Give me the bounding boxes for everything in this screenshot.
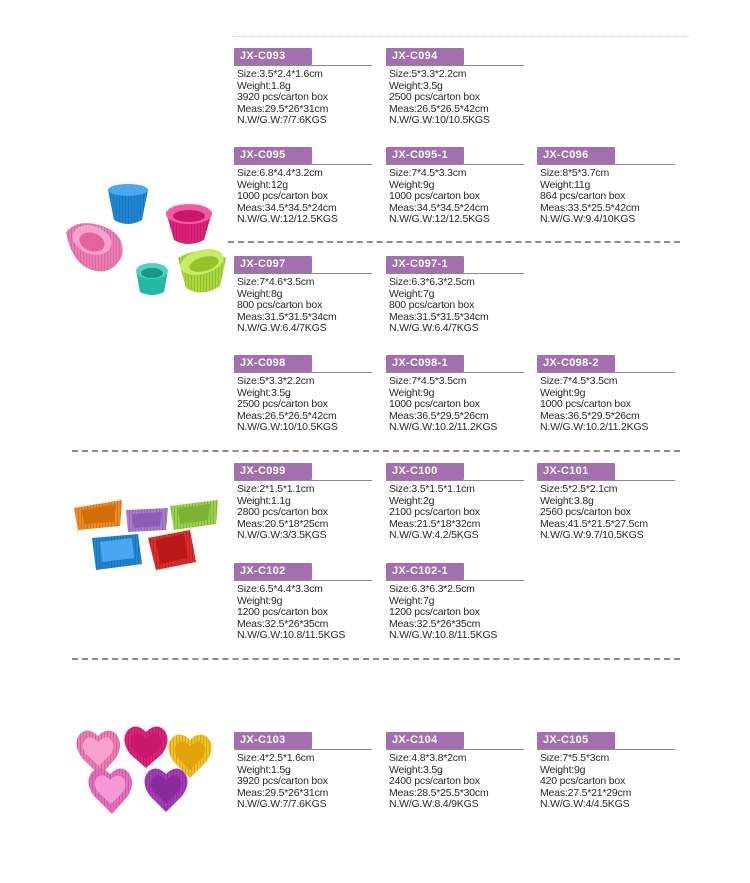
spec-weight: Weight:12g [237, 178, 288, 191]
spec-measurement: Meas:33.5*25.5*42cm [540, 201, 640, 214]
spec-weights: N.W/G.W:9.7/10.5KGS [540, 529, 644, 542]
spec-weights: N.W/G.W:7/7.6KGS [237, 114, 327, 127]
product-card [386, 732, 526, 811]
card-underline [234, 749, 372, 750]
spec-packing: 1200 pcs/carton box [389, 606, 480, 619]
product-code-badge: JX-C102-1 [386, 563, 464, 580]
spec-measurement: Meas:32.5*26*35cm [237, 617, 329, 630]
spec-weights: N.W/G.W:10.8/11.5KGS [389, 629, 498, 642]
card-underline [386, 65, 524, 66]
spec-weight: Weight:3.8g [540, 494, 594, 507]
product-code-badge: JX-C102 [234, 563, 312, 580]
product-code-badge: JX-C101 [537, 463, 615, 480]
spec-weights: N.W/G.W:10/10.5KGS [389, 114, 490, 127]
card-underline [386, 273, 524, 274]
spec-packing: 420 pcs/carton box [540, 775, 626, 788]
spec-packing: 1200 pcs/carton box [237, 606, 328, 619]
spec-measurement: Meas:27.5*21*29cm [540, 786, 632, 799]
spec-weight: Weight:7g [389, 287, 435, 300]
spec-weights: N.W/G.W:9.4/10KGS [540, 213, 636, 226]
spec-size: Size:2*1.5*1.1cm [237, 483, 315, 495]
spec-weight: Weight:3.5g [389, 763, 443, 776]
square-cups-photo [72, 496, 224, 576]
spec-packing: 1000 pcs/carton box [237, 190, 328, 203]
product-code-badge: JX-C098-2 [537, 355, 615, 372]
spec-packing: 800 pcs/carton box [389, 299, 475, 312]
spec-packing: 1000 pcs/carton box [389, 190, 480, 203]
product-code-badge: JX-C095 [234, 147, 312, 164]
spec-weight: Weight:9g [389, 386, 435, 399]
spec-size: Size:6.3*6.3*2.5cm [389, 583, 475, 595]
product-code-badge: JX-C096 [537, 147, 615, 164]
card-underline [537, 372, 675, 373]
spec-measurement: Meas:28.5*25.5*30cm [389, 786, 489, 799]
product-card [386, 355, 526, 434]
spec-weights: N.W/G.W:10.2/11.2KGS [389, 421, 498, 434]
spec-weight: Weight:9g [389, 178, 435, 191]
spec-measurement: Meas:21.5*18*32cm [389, 517, 481, 530]
spec-packing: 2100 pcs/carton box [389, 506, 480, 519]
spec-weights: N.W/G.W:7/7.6KGS [237, 798, 327, 811]
spec-size: Size:4*2.5*1.6cm [237, 752, 315, 764]
card-underline [234, 372, 372, 373]
spec-size: Size:8*5*3.7cm [540, 167, 609, 179]
product-code-badge: JX-C099 [234, 463, 312, 480]
product-card [234, 732, 374, 811]
product-card [386, 563, 526, 642]
spec-packing: 1000 pcs/carton box [389, 398, 480, 411]
card-underline [386, 580, 524, 581]
product-code-badge: JX-C098-1 [386, 355, 464, 372]
product-code-badge: JX-C103 [234, 732, 312, 749]
product-code-badge: JX-C093 [234, 48, 312, 65]
spec-weight: Weight:1.8g [237, 79, 291, 92]
spec-measurement: Meas:31.5*31.5*34cm [389, 310, 489, 323]
product-code-badge: JX-C104 [386, 732, 464, 749]
spec-weight: Weight:8g [237, 287, 283, 300]
spec-weight: Weight:9g [237, 594, 283, 607]
spec-weight: Weight:11g [540, 178, 591, 191]
card-underline [537, 749, 675, 750]
product-code-badge: JX-C094 [386, 48, 464, 65]
spec-measurement: Meas:26.5*26.5*42cm [237, 409, 337, 422]
spec-measurement: Meas:41.5*21.5*27.5cm [540, 517, 648, 530]
spec-size: Size:3.5*1.5*1.1cm [389, 483, 475, 495]
product-card [234, 147, 374, 226]
spec-size: Size:3.5*2.4*1.6cm [237, 68, 323, 80]
spec-weights: N.W/G.W:10/10.5KGS [237, 421, 338, 434]
spec-measurement: Meas:26.5*26.5*42cm [389, 102, 489, 115]
product-code-badge: JX-C097-1 [386, 256, 464, 273]
spec-weight: Weight:3.5g [389, 79, 443, 92]
round-cups-photo [62, 178, 232, 300]
spec-weights: N.W/G.W:6.4/7KGS [237, 322, 327, 335]
section-divider [72, 658, 680, 660]
spec-packing: 3920 pcs/carton box [237, 775, 328, 788]
card-underline [234, 580, 372, 581]
product-card [537, 463, 677, 542]
spec-measurement: Meas:20.5*18*25cm [237, 517, 329, 530]
product-card [386, 256, 526, 335]
spec-weights: N.W/G.W:6.4/7KGS [389, 322, 479, 335]
heart-cups-photo [74, 722, 222, 818]
spec-measurement: Meas:29.5*26*31cm [237, 786, 329, 799]
spec-packing: 2400 pcs/carton box [389, 775, 480, 788]
section-divider [228, 241, 680, 243]
spec-measurement: Meas:34.5*34.5*24cm [389, 201, 489, 214]
spec-weight: Weight:9g [540, 763, 586, 776]
card-underline [386, 164, 524, 165]
spec-size: Size:6.3*6.3*2.5cm [389, 276, 475, 288]
spec-measurement: Meas:31.5*31.5*34cm [237, 310, 337, 323]
spec-packing: 3920 pcs/carton box [237, 91, 328, 104]
spec-weight: Weight:2g [389, 494, 435, 507]
spec-weights: N.W/G.W:8.4/9KGS [389, 798, 479, 811]
spec-measurement: Meas:29.5*26*31cm [237, 102, 329, 115]
spec-size: Size:7*4.5*3.3cm [389, 167, 467, 179]
card-underline [234, 164, 372, 165]
spec-packing: 864 pcs/carton box [540, 190, 626, 203]
product-card [234, 355, 374, 434]
spec-size: Size:7*5.5*3cm [540, 752, 609, 764]
card-underline [234, 480, 372, 481]
product-card [234, 48, 374, 127]
spec-size: Size:5*3.3*2.2cm [237, 375, 315, 387]
product-card [234, 563, 374, 642]
spec-weight: Weight:9g [540, 386, 586, 399]
spec-weights: N.W/G.W:4.2/5KGS [389, 529, 479, 542]
spec-weights: N.W/G.W:10.2/11.2KGS [540, 421, 649, 434]
spec-weight: Weight:7g [389, 594, 435, 607]
spec-measurement: Meas:32.5*26*35cm [389, 617, 481, 630]
top-divider [232, 36, 690, 37]
spec-weight: Weight:1.5g [237, 763, 291, 776]
spec-weights: N.W/G.W:12/12.5KGS [237, 213, 338, 226]
card-underline [386, 372, 524, 373]
product-card [537, 355, 677, 434]
product-card [234, 256, 374, 335]
product-code-badge: JX-C098 [234, 355, 312, 372]
spec-measurement: Meas:36.5*29.5*26cm [389, 409, 489, 422]
spec-size: Size:5*3.3*2.2cm [389, 68, 467, 80]
spec-measurement: Meas:36.5*29.5*26cm [540, 409, 640, 422]
card-underline [537, 480, 675, 481]
spec-measurement: Meas:34.5*34.5*24cm [237, 201, 337, 214]
product-card [537, 147, 677, 226]
spec-weight: Weight:1.1g [237, 494, 291, 507]
product-card [386, 147, 526, 226]
product-code-badge: JX-C105 [537, 732, 615, 749]
section-divider [72, 450, 680, 452]
card-underline [386, 480, 524, 481]
spec-size: Size:5*2.5*2.1cm [540, 483, 618, 495]
product-code-badge: JX-C100 [386, 463, 464, 480]
spec-size: Size:7*4.5*3.5cm [540, 375, 618, 387]
card-underline [234, 273, 372, 274]
product-code-badge: JX-C097 [234, 256, 312, 273]
spec-weights: N.W/G.W:10.8/11.5KGS [237, 629, 346, 642]
card-underline [234, 65, 372, 66]
spec-packing: 1000 pcs/carton box [540, 398, 631, 411]
card-underline [386, 749, 524, 750]
product-card [537, 732, 677, 811]
spec-weight: Weight:3.5g [237, 386, 291, 399]
product-card [386, 463, 526, 542]
spec-weights: N.W/G.W:4/4.5KGS [540, 798, 630, 811]
product-code-badge: JX-C095-1 [386, 147, 464, 164]
spec-packing: 2800 pcs/carton box [237, 506, 328, 519]
spec-packing: 800 pcs/carton box [237, 299, 323, 312]
product-card [386, 48, 526, 127]
spec-packing: 2500 pcs/carton box [389, 91, 480, 104]
spec-size: Size:6.8*4.4*3.2cm [237, 167, 323, 179]
spec-weights: N.W/G.W:12/12.5KGS [389, 213, 490, 226]
spec-weights: N.W/G.W:3/3.5KGS [237, 529, 327, 542]
spec-packing: 2560 pcs/carton box [540, 506, 631, 519]
spec-packing: 2500 pcs/carton box [237, 398, 328, 411]
card-underline [537, 164, 675, 165]
product-card [234, 463, 374, 542]
spec-size: Size:7*4.6*3.5cm [237, 276, 315, 288]
spec-size: Size:6.5*4.4*3.3cm [237, 583, 323, 595]
spec-size: Size:4.8*3.8*2cm [389, 752, 467, 764]
spec-size: Size:7*4.5*3.5cm [389, 375, 467, 387]
